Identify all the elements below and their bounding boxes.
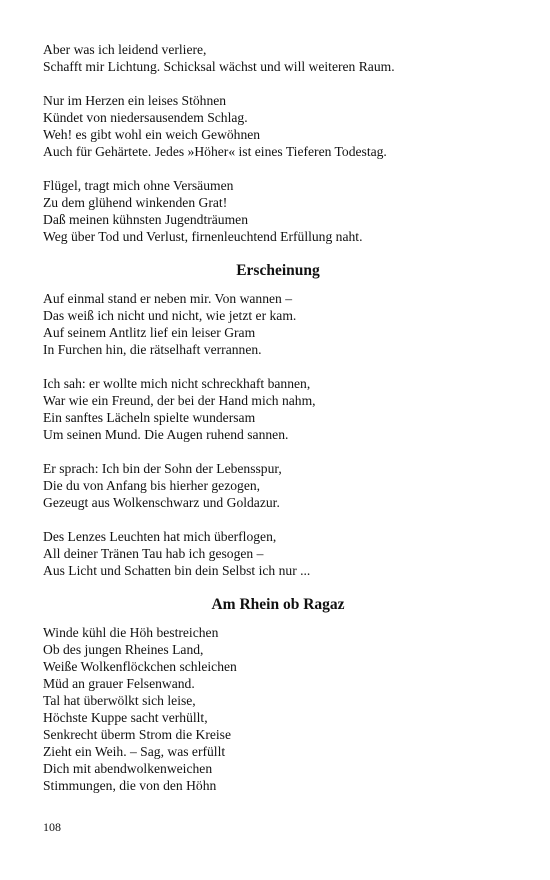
poem-line: Ich sah: er wollte mich nicht schreckhaft bannen, <box>43 376 311 391</box>
poem-line: Schafft mir Lichtung. Schicksal wächst und will weiteren Raum. <box>43 59 395 74</box>
stanza <box>43 92 513 160</box>
poem-line: Nur im Herzen ein leises Stöhnen <box>43 93 227 108</box>
poem-line: Die du von Anfang bis hierher gezogen, <box>43 478 261 493</box>
poem-line: Um seinen Mund. Die Augen ruhend sannen. <box>43 427 289 442</box>
poem-line: Ob des jungen Rheines Land, <box>43 642 204 657</box>
poem-line: Weiße Wolkenflöckchen schleichen <box>43 659 237 674</box>
poem-title: Erscheinung <box>236 262 320 279</box>
page-number: 108 <box>43 820 61 834</box>
poem-line: Daß meinen kühnsten Jugendträumen <box>43 212 248 227</box>
poem-line: Des Lenzes Leuchten hat mich überflogen, <box>43 529 277 544</box>
poem-line: Weg über Tod und Verlust, firnenleuchtend Erfüllung naht. <box>43 229 363 244</box>
poem-line: In Furchen hin, die rätselhaft verrannen. <box>43 342 262 357</box>
poem-line: Flügel, tragt mich ohne Versäumen <box>43 178 234 193</box>
poem-line: Zieht ein Weih. – Sag, was erfüllt <box>43 744 226 759</box>
poem-line: Ein sanftes Lächeln spielte wundersam <box>43 410 256 425</box>
poem-title: Am Rhein ob Ragaz <box>211 596 345 613</box>
poem-line: Auf seinem Antlitz lief ein leiser Gram <box>43 325 256 340</box>
poem-line: Müd an grauer Felsenwand. <box>43 676 195 691</box>
stanza <box>43 624 513 794</box>
poem-line: Aber was ich leidend verliere, <box>43 42 207 57</box>
poem-line: Dich mit abendwolkenweichen <box>43 761 213 776</box>
poem-line: Tal hat überwölkt sich leise, <box>43 693 196 708</box>
page-body <box>43 41 513 811</box>
poem-line: Das weiß ich nicht und nicht, wie jetzt er kam. <box>43 308 297 323</box>
poem-line: Auf einmal stand er neben mir. Von wannen – <box>43 291 293 306</box>
poem-line: Weh! es gibt wohl ein weich Gewöhnen <box>43 127 261 142</box>
stanza <box>43 460 513 511</box>
stanza <box>43 290 513 358</box>
poem-line: Zu dem glühend winkenden Grat! <box>43 195 228 210</box>
stanza <box>43 41 513 75</box>
poem-line: Er sprach: Ich bin der Sohn der Lebensspur, <box>43 461 282 476</box>
stanza <box>43 528 513 579</box>
poem-line: Winde kühl die Höh bestreichen <box>43 625 219 640</box>
poem-line: Auch für Gehärtete. Jedes »Höher« ist eines Tieferen Todestag. <box>43 144 387 159</box>
poem-line: Gezeugt aus Wolkenschwarz und Goldazur. <box>43 495 280 510</box>
poem-line: Senkrecht überm Strom die Kreise <box>43 727 231 742</box>
poem-line: Stimmungen, die von den Höhn <box>43 778 217 793</box>
poem-line: All deiner Tränen Tau hab ich gesogen – <box>43 546 264 561</box>
poem-line: Höchste Kuppe sacht verhüllt, <box>43 710 208 725</box>
poem-line: Aus Licht und Schatten bin dein Selbst ich nur ... <box>43 563 311 578</box>
poem-line: War wie ein Freund, der bei der Hand mich nahm, <box>43 393 316 408</box>
stanza <box>43 177 513 245</box>
poem-line: Kündet von niedersausendem Schlag. <box>43 110 248 125</box>
stanza <box>43 375 513 443</box>
